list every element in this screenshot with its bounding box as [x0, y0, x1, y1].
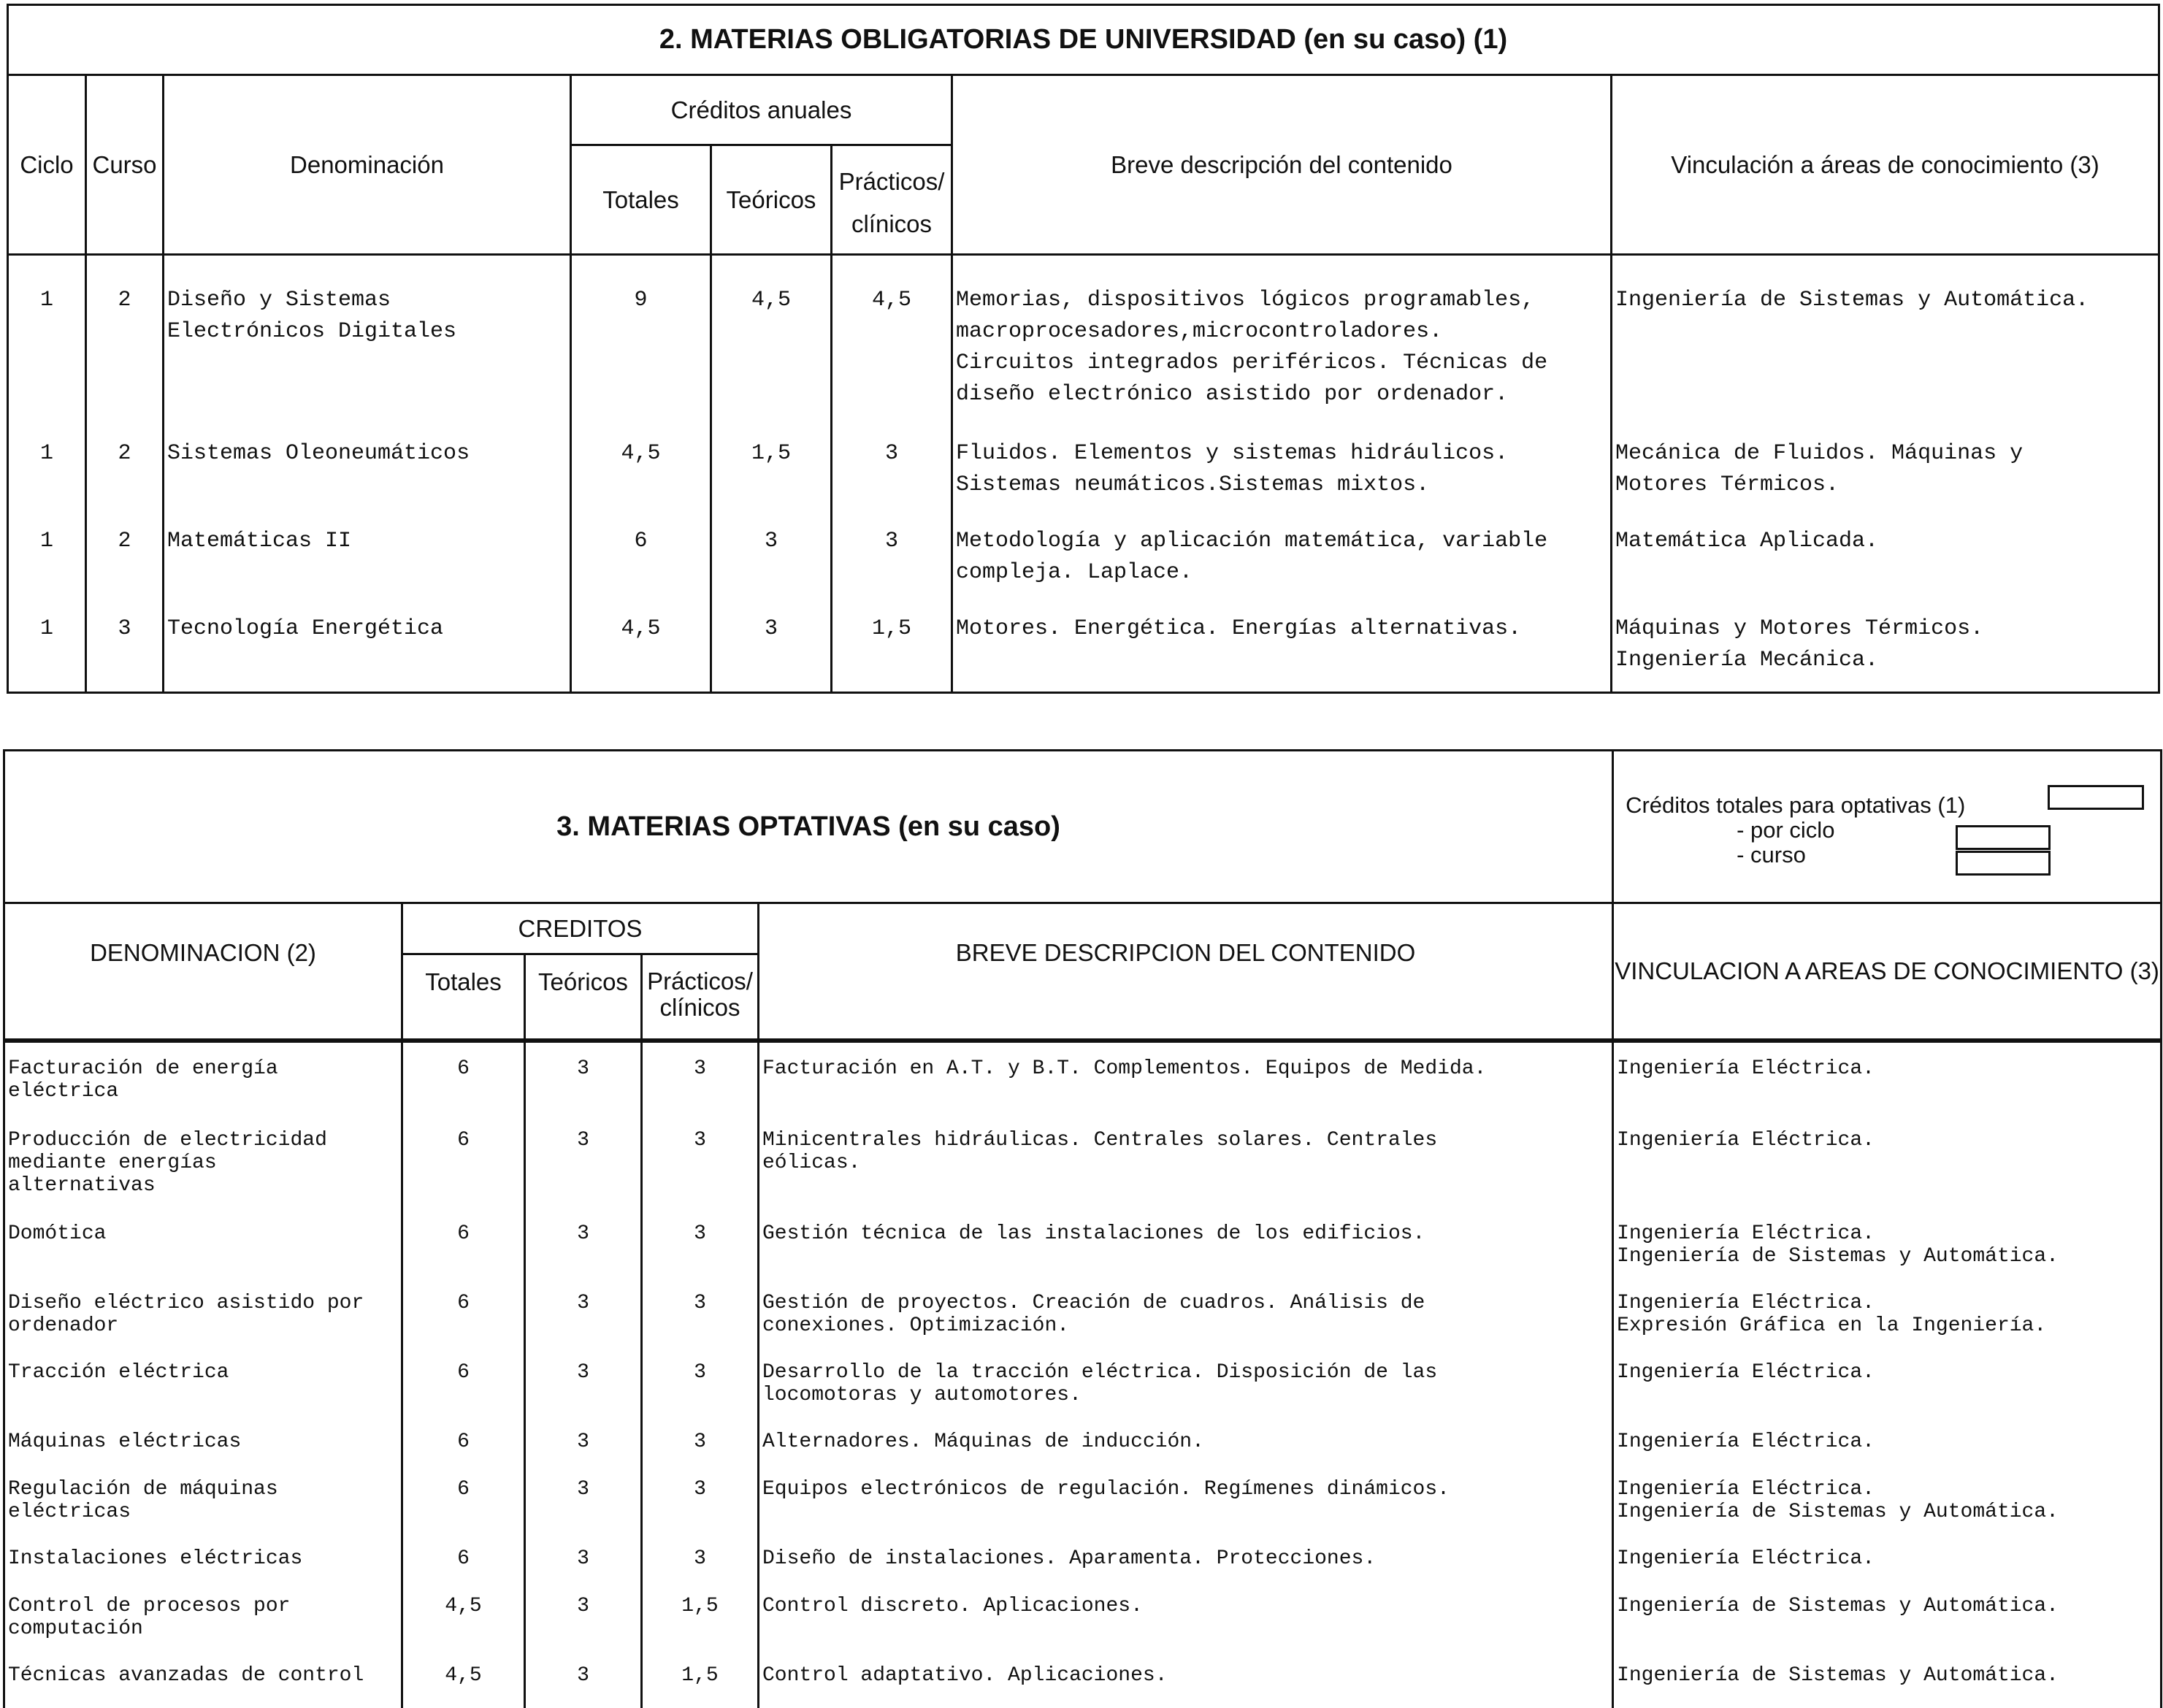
row2-denominacion: Matemáticas II [167, 529, 352, 554]
row3-teoricos: 3 [577, 1128, 589, 1152]
row3-descripcion: Control discreto. Aplicaciones. [762, 1594, 1143, 1617]
vinculacion-column [1612, 255, 2159, 693]
row3-practicos: 3 [694, 1547, 706, 1570]
row3-denominacion: Diseño eléctrico asistido por ordenador [8, 1291, 364, 1337]
row2-practicos: 3 [884, 529, 898, 554]
optativas-table [3, 749, 2162, 1708]
row2-totales: 4,5 [621, 441, 661, 466]
row3-denominacion: Facturación de energía eléctrica [8, 1057, 278, 1103]
row3-practicos: 3 [694, 1222, 706, 1245]
teoricos-column [711, 255, 832, 693]
row3-descripcion: Alternadores. Máquinas de inducción. [762, 1430, 1204, 1453]
row2-vinculacion: Ingeniería de Sistemas y Automática. [1615, 288, 2089, 313]
creditos-totales-label: Créditos totales para optativas (1) [1626, 792, 1966, 818]
header-creditos: CREDITOS [402, 903, 759, 954]
row3-descripcion: Control adaptativo. Aplicaciones. [762, 1663, 1168, 1687]
row3-teoricos: 3 [577, 1547, 589, 1570]
header-practicos: Prácticos/ clínicos [832, 145, 952, 255]
creditos-totales-input [2048, 785, 2144, 810]
row3-vinculacion: Ingeniería Eléctrica. [1617, 1057, 1875, 1080]
row2-descripcion: Memorias, dispositivos lógicos programables, macroprocesadores,microcontroladores. Circuitos integrados periféricos. Técnicas de diseño electrónico asistido por ordenador. [956, 288, 1548, 407]
row2-descripcion: Metodología y aplicación matemática, variable compleja. Laplace. [956, 529, 1548, 585]
row2-practicos: 4,5 [871, 288, 911, 313]
curso-label: - curso [1737, 842, 1806, 868]
row3-vinculacion: Ingeniería Eléctrica. Ingeniería de Sistemas y Automática. [1617, 1477, 2059, 1523]
row3-totales: 4,5 [445, 1594, 482, 1617]
row3-totales: 6 [457, 1222, 470, 1245]
row3-practicos: 3 [694, 1291, 706, 1314]
row3-descripcion: Diseño de instalaciones. Aparamenta. Protecciones. [762, 1547, 1377, 1570]
row3-teoricos: 3 [577, 1663, 589, 1687]
row3-vinculacion: Ingeniería Eléctrica. [1617, 1128, 1875, 1152]
row3-vinculacion: Ingeniería Eléctrica. [1617, 1360, 1875, 1384]
row3-vinculacion: Ingeniería Eléctrica. Expresión Gráfica en la Ingeniería. [1617, 1291, 2047, 1337]
row3-descripcion: Gestión técnica de las instalaciones de los edificios. [762, 1222, 1425, 1245]
row3-vinculacion: Ingeniería de Sistemas y Automática. [1617, 1663, 2059, 1687]
row3-denominacion: Máquinas eléctricas [8, 1430, 242, 1453]
row2-descripcion: Motores. Energética. Energías alternativas. [956, 616, 1522, 641]
totales-column [571, 255, 711, 693]
descripcion-column [952, 255, 1612, 693]
row3-denominacion: Regulación de máquinas eléctricas [8, 1477, 278, 1523]
row2-descripcion: Fluidos. Elementos y sistemas hidráulicos. Sistemas neumáticos.Sistemas mixtos. [956, 441, 1509, 497]
row2-curso: 2 [118, 529, 131, 554]
header-curso: Curso [86, 75, 164, 255]
row3-teoricos: 3 [577, 1360, 589, 1384]
row2-vinculacion: Mecánica de Fluidos. Máquinas y Motores Térmicos. [1615, 441, 2024, 497]
row3-totales: 6 [457, 1128, 470, 1152]
vinculacion-column [1613, 1041, 2162, 1708]
row2-practicos: 1,5 [871, 616, 911, 641]
obligatorias-table [7, 4, 2160, 694]
row3-teoricos: 3 [577, 1594, 589, 1617]
row3-totales: 4,5 [445, 1663, 482, 1687]
row3-totales: 6 [457, 1360, 470, 1384]
ciclo-column [8, 255, 86, 693]
creditos-totales-box [1613, 751, 2162, 903]
row2-teoricos: 4,5 [751, 288, 791, 313]
por-ciclo-label: - por ciclo [1737, 817, 1835, 843]
header-ciclo: Ciclo [8, 75, 86, 255]
totales-column [402, 1041, 525, 1708]
row2-totales: 9 [634, 288, 648, 313]
row2-denominacion: Tecnología Energética [167, 616, 444, 641]
header-denominacion: Denominación [164, 75, 571, 255]
row2-teoricos: 3 [764, 616, 778, 641]
row3-totales: 6 [457, 1547, 470, 1570]
row2-teoricos: 1,5 [751, 441, 791, 466]
denominacion-column [164, 255, 571, 693]
header-teoricos: Teóricos [525, 954, 642, 1041]
row2-denominacion: Sistemas Oleoneumáticos [167, 441, 470, 466]
row3-teoricos: 3 [577, 1430, 589, 1453]
section3-title: 3. MATERIAS OPTATIVAS (en su caso) [4, 751, 1613, 903]
practicos-column [642, 1041, 759, 1708]
practicos-column [832, 255, 952, 693]
section2-title: 2. MATERIAS OBLIGATORIAS DE UNIVERSIDAD (en su caso) (1) [8, 5, 2159, 75]
row2-ciclo: 1 [39, 616, 53, 641]
row3-practicos: 3 [694, 1128, 706, 1152]
row2-denominacion: Diseño y Sistemas Electrónicos Digitales [167, 288, 457, 344]
header-totales: Totales [402, 954, 525, 1041]
row3-descripcion: Gestión de proyectos. Creación de cuadros. Análisis de conexiones. Optimización. [762, 1291, 1425, 1337]
header-creditos-anuales: Créditos anuales [571, 75, 952, 145]
row3-teoricos: 3 [577, 1291, 589, 1314]
row2-totales: 4,5 [621, 616, 661, 641]
row2-vinculacion: Máquinas y Motores Térmicos. Ingeniería Mecánica. [1615, 616, 1984, 673]
row2-totales: 6 [634, 529, 648, 554]
row2-curso: 2 [118, 288, 131, 313]
row2-teoricos: 3 [764, 529, 778, 554]
header-denominacion: DENOMINACION (2) [4, 903, 402, 1041]
row2-curso: 3 [118, 616, 131, 641]
row3-totales: 6 [457, 1477, 470, 1501]
row3-denominacion: Tracción eléctrica [8, 1360, 229, 1384]
header-practicos: Prácticos/ clínicos [642, 954, 759, 1041]
row3-practicos: 3 [694, 1430, 706, 1453]
row2-ciclo: 1 [39, 529, 53, 554]
row3-practicos: 3 [694, 1477, 706, 1501]
row3-vinculacion: Ingeniería de Sistemas y Automática. [1617, 1594, 2059, 1617]
header-vinculacion: Vinculación a áreas de conocimiento (3) [1612, 75, 2159, 255]
header-vinculacion: VINCULACION A AREAS DE CONOCIMIENTO (3) [1613, 903, 2162, 1041]
row2-ciclo: 1 [39, 441, 53, 466]
row3-vinculacion: Ingeniería Eléctrica. [1617, 1547, 1875, 1570]
curso-column [86, 255, 164, 693]
header-teoricos: Teóricos [711, 145, 832, 255]
header-totales: Totales [571, 145, 711, 255]
row3-descripcion: Desarrollo de la tracción eléctrica. Disposición de las locomotoras y automotores. [762, 1360, 1438, 1406]
denominacion-column [4, 1041, 402, 1708]
row3-practicos: 3 [694, 1057, 706, 1080]
row3-totales: 6 [457, 1057, 470, 1080]
row2-curso: 2 [118, 441, 131, 466]
header-descripcion: Breve descripción del contenido [952, 75, 1612, 255]
descripcion-column [759, 1041, 1613, 1708]
curso-input [1956, 851, 2051, 876]
row3-denominacion: Técnicas avanzadas de control [8, 1663, 364, 1687]
row3-denominacion: Control de procesos por computación [8, 1594, 291, 1640]
por-ciclo-input [1956, 825, 2051, 850]
row3-teoricos: 3 [577, 1477, 589, 1501]
row3-vinculacion: Ingeniería Eléctrica. Ingeniería de Sistemas y Automática. [1617, 1222, 2059, 1268]
row2-practicos: 3 [884, 441, 898, 466]
row3-denominacion: Domótica [8, 1222, 107, 1245]
row3-descripcion: Minicentrales hidráulicas. Centrales solares. Centrales eólicas. [762, 1128, 1438, 1174]
teoricos-column [525, 1041, 642, 1708]
header-descripcion: BREVE DESCRIPCION DEL CONTENIDO [759, 903, 1613, 1041]
row3-descripcion: Facturación en A.T. y B.T. Complementos. Equipos de Medida. [762, 1057, 1487, 1080]
row3-descripcion: Equipos electrónicos de regulación. Regímenes dinámicos. [762, 1477, 1450, 1501]
row3-denominacion: Instalaciones eléctricas [8, 1547, 303, 1570]
row3-practicos: 3 [694, 1360, 706, 1384]
row3-practicos: 1,5 [681, 1594, 719, 1617]
row3-practicos: 1,5 [681, 1663, 719, 1687]
row3-teoricos: 3 [577, 1057, 589, 1080]
row3-teoricos: 3 [577, 1222, 589, 1245]
row3-denominacion: Producción de electricidad mediante energías alternativas [8, 1128, 327, 1197]
row3-vinculacion: Ingeniería Eléctrica. [1617, 1430, 1875, 1453]
row3-totales: 6 [457, 1430, 470, 1453]
row3-totales: 6 [457, 1291, 470, 1314]
row2-ciclo: 1 [39, 288, 53, 313]
row2-vinculacion: Matemática Aplicada. [1615, 529, 1879, 554]
